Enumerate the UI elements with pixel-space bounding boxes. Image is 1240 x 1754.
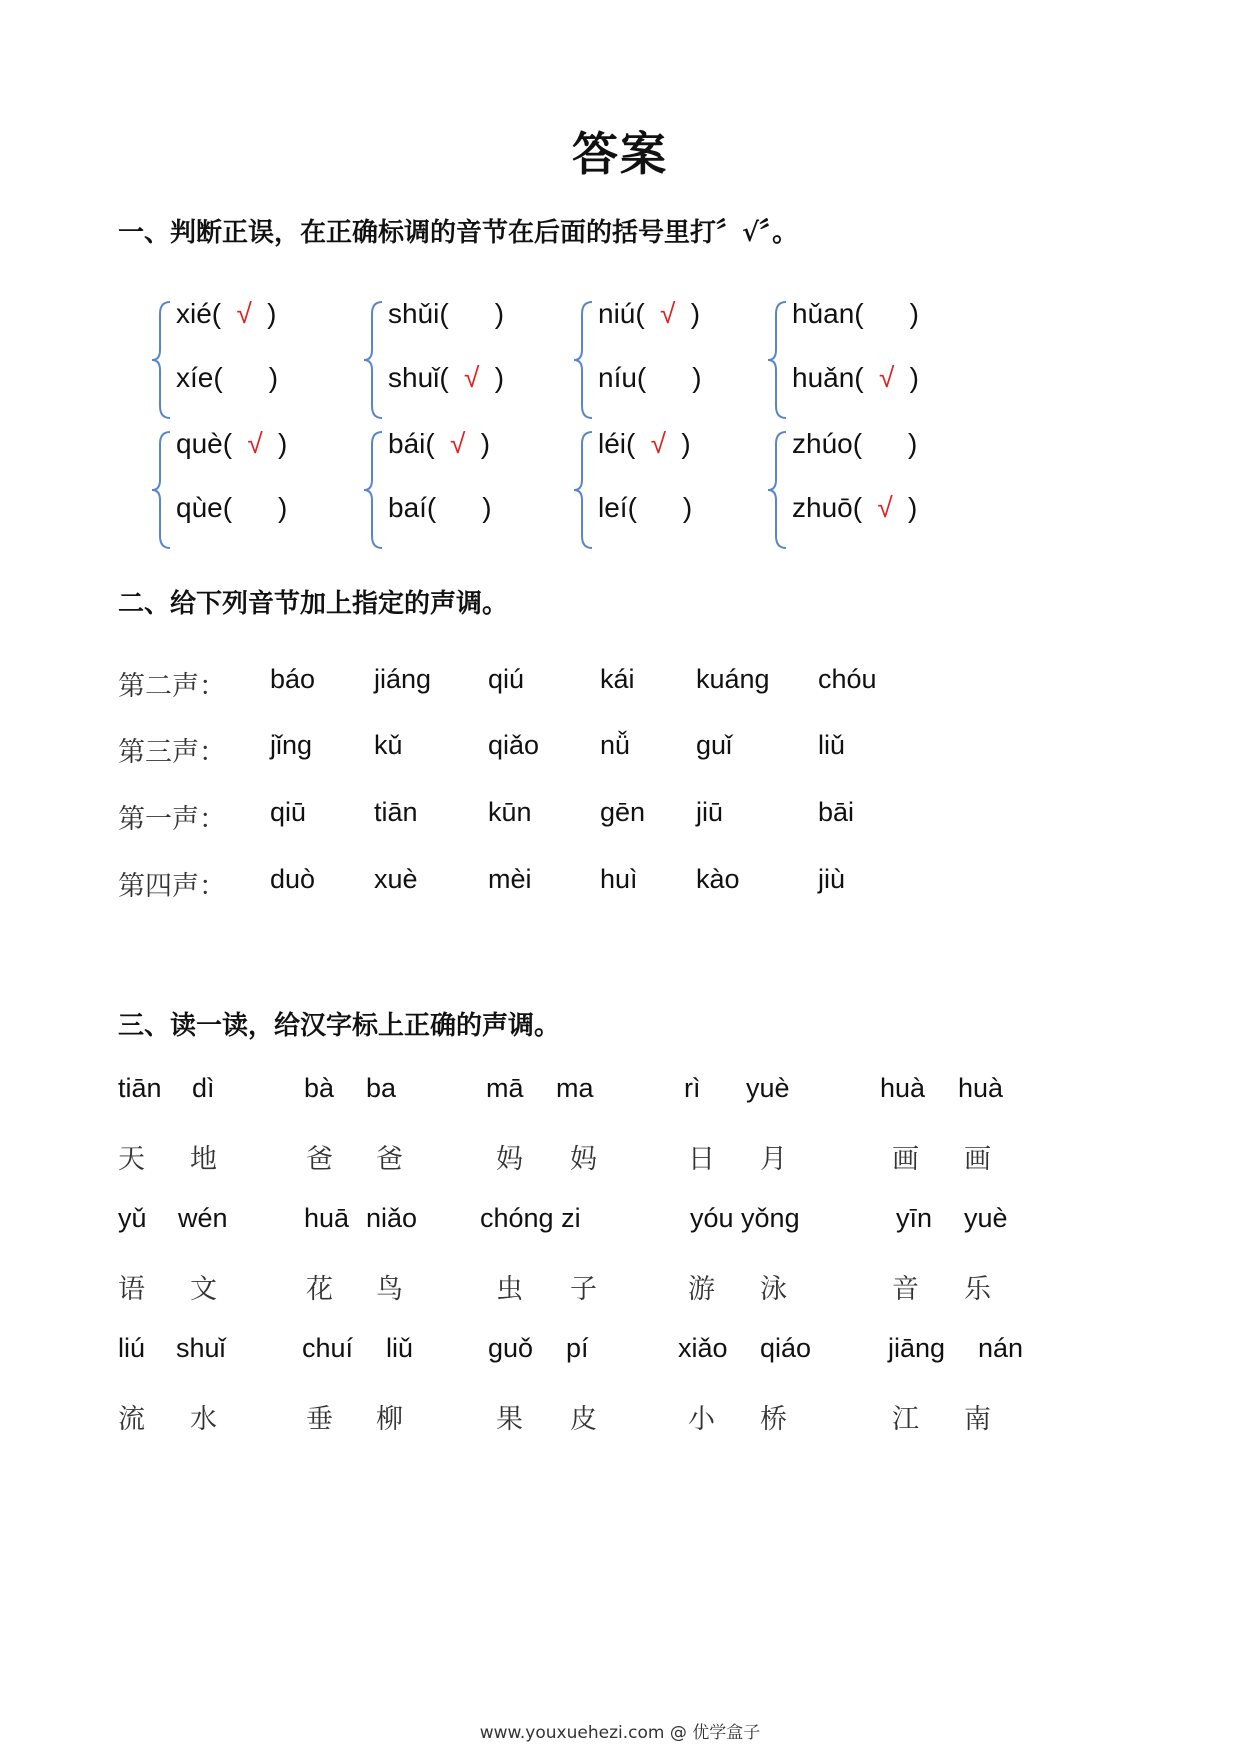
pinyin-word: chóu — [818, 664, 877, 694]
pinyin-syllable: nán — [978, 1333, 1024, 1363]
check-mark-icon: √ — [660, 298, 676, 329]
tone-label: 第四声： — [118, 871, 226, 902]
section2-heading: 二、给下列音节加上指定的声调。 — [118, 589, 509, 619]
pinyin-syllable: guǒ — [488, 1333, 534, 1363]
hanzi-character: 鸟 — [376, 1274, 403, 1305]
pinyin-syllable: shuǐ — [176, 1333, 226, 1363]
syllable-option — [176, 360, 278, 396]
syllable-text: leí( — [598, 492, 637, 523]
tone-label: 第一声： — [118, 804, 226, 835]
hanzi-character: 桥 — [760, 1404, 787, 1435]
hanzi-character: 妈 — [570, 1144, 597, 1175]
pinyin-syllable: liú — [118, 1333, 146, 1363]
syllable-option — [388, 426, 490, 462]
brace-icon — [572, 300, 596, 420]
syllable-text: huǎn( — [792, 362, 864, 393]
pinyin-word: kǔ — [374, 730, 403, 760]
answer-blank — [223, 360, 269, 396]
syllable-pair — [362, 296, 562, 436]
syllable-option — [388, 296, 504, 332]
syllable-text: xié( — [176, 298, 222, 329]
brace-icon — [150, 300, 174, 420]
closing-paren: ) — [908, 428, 918, 459]
syllable-text: xíe( — [176, 362, 223, 393]
answer-blank — [637, 490, 683, 526]
hanzi-character: 爸 — [306, 1144, 333, 1175]
section1-heading: 一、判断正误，在正确标调的音节在后面的括号里打〞√〞。 — [118, 218, 799, 248]
pinyin-word: qiú — [488, 664, 525, 694]
pinyin-word: jǐng — [270, 730, 313, 760]
pinyin-word: kái — [600, 664, 635, 694]
pinyin-syllable: yuè — [964, 1203, 1008, 1233]
syllable-pair — [150, 296, 350, 436]
syllable-text: léi( — [598, 428, 636, 459]
pinyin-word: kūn — [488, 797, 532, 827]
pinyin-syllable: mā — [486, 1073, 524, 1103]
syllable-pair — [572, 426, 772, 566]
page-title: 答案 — [572, 127, 668, 181]
syllable-option — [176, 426, 287, 462]
pinyin-word: báo — [270, 664, 316, 694]
answer-blank — [436, 490, 482, 526]
syllable-pair — [362, 426, 562, 566]
pinyin-word: nǚ — [600, 730, 631, 760]
footer-watermark: www.youxuehezi.com @ 优学盒子 — [479, 1723, 761, 1743]
syllable-text: què( — [176, 428, 233, 459]
hanzi-character: 子 — [570, 1274, 597, 1305]
pinyin-syllable: yuè — [746, 1073, 790, 1103]
answer-blank — [862, 426, 908, 462]
syllable-option — [598, 360, 702, 396]
syllable-option — [388, 490, 492, 526]
syllable-pair — [150, 426, 350, 566]
pinyin-word: bāi — [818, 797, 855, 827]
hanzi-character: 泳 — [760, 1274, 787, 1305]
syllable-text: shǔi( — [388, 298, 449, 329]
hanzi-character: 天 — [118, 1144, 145, 1175]
hanzi-character: 虫 — [496, 1274, 523, 1305]
pinyin-word: jiáng — [374, 664, 432, 694]
check-mark-icon: √ — [878, 362, 895, 393]
pinyin-word: guǐ — [696, 730, 733, 760]
closing-paren: ) — [690, 298, 701, 329]
hanzi-character: 江 — [892, 1404, 919, 1435]
pinyin-syllable: dì — [192, 1073, 215, 1103]
closing-paren: ) — [278, 492, 288, 523]
brace-icon — [362, 430, 386, 550]
pinyin-word: liǔ — [818, 730, 846, 760]
pinyin-syllable: rì — [684, 1073, 701, 1103]
check-mark-icon: √ — [236, 298, 252, 329]
pinyin-syllable: niǎo — [366, 1203, 418, 1233]
pinyin-syllable: yǔ — [118, 1203, 147, 1233]
hanzi-character: 果 — [496, 1404, 523, 1435]
pinyin-syllable: tiān — [118, 1073, 162, 1103]
pinyin-syllable: ba — [366, 1073, 397, 1103]
syllable-pair — [572, 296, 772, 436]
tone-label: 第二声： — [118, 671, 226, 702]
hanzi-character: 爸 — [376, 1144, 403, 1175]
pinyin-word: duò — [270, 864, 316, 894]
brace-icon — [572, 430, 596, 550]
syllable-text: hǔan( — [792, 298, 864, 329]
syllable-text: zhúo( — [792, 428, 863, 459]
hanzi-character: 乐 — [964, 1274, 991, 1305]
hanzi-character: 花 — [306, 1274, 333, 1305]
syllable-option — [598, 426, 691, 462]
hanzi-character: 日 — [688, 1144, 715, 1175]
pinyin-syllable: huà — [880, 1073, 926, 1103]
hanzi-character: 水 — [190, 1404, 217, 1435]
pinyin-syllable: bà — [304, 1073, 335, 1103]
pinyin-syllable: yīn — [896, 1203, 933, 1233]
brace-icon — [362, 300, 386, 420]
closing-paren: ) — [494, 298, 505, 329]
check-mark-icon: √ — [247, 428, 263, 459]
closing-paren: ) — [494, 362, 505, 393]
syllable-text: zhuō( — [792, 492, 863, 523]
hanzi-character: 皮 — [570, 1404, 597, 1435]
syllable-option — [792, 360, 919, 396]
pinyin-syllable: pí — [566, 1333, 589, 1363]
closing-paren: ) — [482, 492, 492, 523]
hanzi-character: 月 — [760, 1144, 787, 1175]
pinyin-syllable: liǔ — [386, 1333, 414, 1363]
pinyin-syllable: qiáo — [760, 1333, 812, 1363]
check-mark-icon: √ — [877, 492, 893, 523]
syllable-text: níu( — [598, 362, 647, 393]
closing-paren: ) — [480, 428, 491, 459]
closing-paren: ) — [692, 362, 702, 393]
pinyin-word: qiū — [270, 797, 307, 827]
syllable-option — [792, 490, 917, 526]
brace-icon — [766, 300, 790, 420]
answer-blank — [449, 296, 495, 332]
brace-icon — [766, 430, 790, 550]
hanzi-character: 地 — [190, 1144, 217, 1175]
hanzi-character: 柳 — [376, 1404, 403, 1435]
closing-paren: ) — [908, 492, 918, 523]
pinyin-syllable: huā — [304, 1203, 350, 1233]
hanzi-character: 文 — [190, 1274, 217, 1305]
section3-heading: 三、读一读，给汉字标上正确的声调。 — [118, 1011, 561, 1041]
syllable-option — [792, 426, 917, 462]
syllable-text: niú( — [598, 298, 645, 329]
pinyin-syllable: jiāng — [888, 1333, 946, 1363]
syllable-text: shuǐ( — [388, 362, 449, 393]
pinyin-syllable: wén — [178, 1203, 228, 1233]
syllable-text: bái( — [388, 428, 435, 459]
hanzi-character: 流 — [118, 1404, 145, 1435]
syllable-pair — [766, 426, 966, 566]
closing-paren: ) — [268, 362, 279, 393]
closing-paren: ) — [267, 298, 277, 329]
check-mark-icon: √ — [464, 362, 480, 393]
answer-blank — [232, 490, 278, 526]
hanzi-character: 妈 — [496, 1144, 523, 1175]
syllable-option — [176, 490, 287, 526]
hanzi-character: 画 — [892, 1144, 919, 1175]
answer-blank — [646, 360, 692, 396]
pinyin-syllable: yóu yǒng — [690, 1203, 800, 1233]
hanzi-character: 画 — [964, 1144, 991, 1175]
syllable-text: qùe( — [176, 492, 233, 523]
check-mark-icon: √ — [450, 428, 466, 459]
pinyin-syllable: chóng zi — [480, 1203, 581, 1233]
check-mark-icon: √ — [650, 428, 667, 459]
syllable-option — [598, 296, 700, 332]
closing-paren: ) — [682, 492, 693, 523]
pinyin-word: xuè — [374, 864, 418, 894]
pinyin-syllable: xiǎo — [678, 1333, 728, 1363]
pinyin-word: jiù — [818, 864, 846, 894]
pinyin-word: qiǎo — [488, 730, 540, 760]
closing-paren: ) — [278, 428, 288, 459]
pinyin-word: tiān — [374, 797, 418, 827]
syllable-option — [598, 490, 692, 526]
pinyin-word: kuáng — [696, 664, 770, 694]
closing-paren: ) — [909, 298, 919, 329]
pinyin-syllable: chuí — [302, 1333, 354, 1363]
syllable-option — [388, 360, 504, 396]
pinyin-word: mèi — [488, 864, 532, 894]
pinyin-syllable: huà — [958, 1073, 1004, 1103]
pinyin-word: gēn — [600, 797, 646, 827]
closing-paren: ) — [681, 428, 691, 459]
pinyin-syllable: ma — [556, 1073, 594, 1103]
brace-icon — [150, 430, 174, 550]
closing-paren: ) — [909, 362, 919, 393]
hanzi-character: 游 — [688, 1274, 715, 1305]
answer-blank — [864, 296, 910, 332]
tone-label: 第三声： — [118, 737, 226, 768]
syllable-option — [792, 296, 919, 332]
hanzi-character: 垂 — [306, 1404, 333, 1435]
hanzi-character: 音 — [892, 1274, 919, 1305]
hanzi-character: 语 — [118, 1274, 145, 1305]
syllable-option — [176, 296, 276, 332]
hanzi-character: 南 — [964, 1404, 991, 1435]
hanzi-character: 小 — [688, 1404, 715, 1435]
pinyin-word: jiū — [696, 797, 724, 827]
pinyin-word: huì — [600, 864, 638, 894]
pinyin-word: kào — [696, 864, 740, 894]
syllable-text: baí( — [388, 492, 437, 523]
syllable-pair — [766, 296, 966, 436]
